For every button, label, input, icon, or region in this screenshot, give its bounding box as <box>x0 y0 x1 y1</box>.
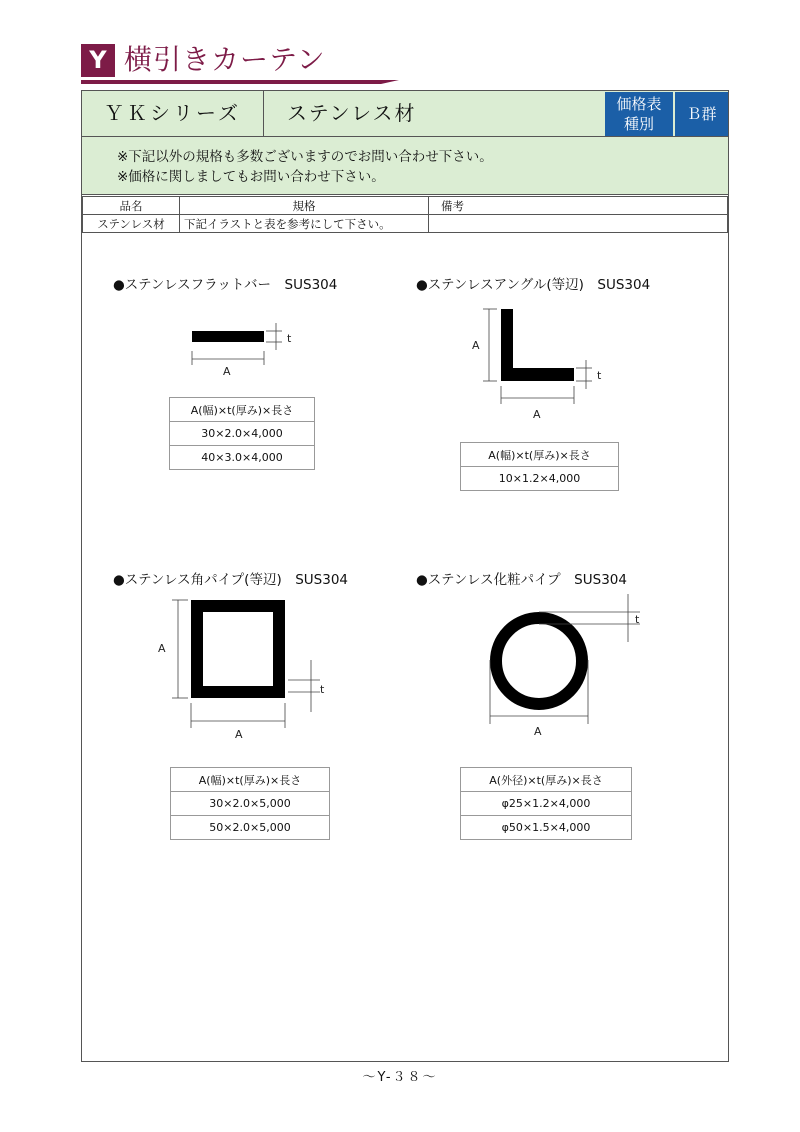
page-title: 横引きカーテン <box>124 43 326 76</box>
cell-product-name: ステンレス材 <box>83 215 180 233</box>
cell-spec: 下記イラストと表を参考にして下さい。 <box>180 215 429 233</box>
header-product-name: 品名 <box>83 197 180 215</box>
header-remarks: 備考 <box>429 197 728 215</box>
spec-row: 10×1.2×4,000 <box>461 467 619 491</box>
dim-label-a-vertical: A <box>472 339 480 352</box>
spec-header: A(外径)×t(厚み)×長さ <box>461 768 632 792</box>
price-type-label <box>605 92 673 136</box>
spec-row: 50×2.0×5,000 <box>171 816 330 840</box>
title-underline-tip <box>381 80 399 84</box>
title-underline <box>81 80 381 84</box>
spec-header: A(幅)×t(厚み)×長さ <box>171 768 330 792</box>
round-pipe-heading: ●ステンレス化粧パイプ SUS304 <box>416 572 627 588</box>
spec-row: 40×3.0×4,000 <box>170 446 315 470</box>
material-name: ステンレス材 <box>287 101 417 125</box>
spec-row: φ50×1.5×4,000 <box>461 816 632 840</box>
spec-header: A(幅)×t(厚み)×長さ <box>461 443 619 467</box>
spec-row: φ25×1.2×4,000 <box>461 792 632 816</box>
dim-label-t: t <box>320 683 325 696</box>
angle-diagram <box>465 300 615 425</box>
series-name: ＹＫシリーズ <box>82 91 264 136</box>
dim-label-a: A <box>534 725 542 738</box>
price-group-badge: Ｂ群 <box>675 92 728 136</box>
dim-label-a-horizontal: A <box>533 408 541 421</box>
spec-header: A(幅)×t(厚み)×長さ <box>170 398 315 422</box>
dim-label-t: t <box>635 613 640 626</box>
flat-bar-shape <box>192 331 264 342</box>
round-pipe-shape <box>496 618 582 704</box>
square-pipe-spec-table <box>170 767 330 840</box>
angle-heading: ●ステンレスアングル(等辺) SUS304 <box>416 277 651 293</box>
price-type-line1: 価格表 <box>616 95 662 113</box>
dim-label-t: t <box>597 369 602 382</box>
product-info-table <box>82 196 728 233</box>
spec-row: 30×2.0×4,000 <box>170 422 315 446</box>
notice-line-2: ※価格に関しましてもお問い合わせ下さい。 <box>117 169 385 185</box>
flat-bar-spec-table <box>169 397 315 470</box>
dim-label-a-vertical: A <box>158 642 166 655</box>
dim-label-a: A <box>223 365 231 378</box>
square-pipe-shape <box>197 606 279 692</box>
price-type-line2: 種別 <box>623 115 654 133</box>
flat-bar-heading: ●ステンレスフラットバー SUS304 <box>113 277 338 293</box>
header-spec: 規格 <box>180 197 429 215</box>
square-pipe-heading: ●ステンレス角パイプ(等辺) SUS304 <box>113 572 349 588</box>
flat-bar-diagram <box>180 315 310 385</box>
title-badge: Y <box>81 44 115 77</box>
table-header-row <box>83 197 728 215</box>
dim-label-t: t <box>287 332 292 345</box>
cell-remarks <box>429 215 728 233</box>
spec-row: 30×2.0×5,000 <box>171 792 330 816</box>
angle-shape <box>501 309 574 381</box>
notice-line-1: ※下記以外の規格も多数ございますのでお問い合わせ下さい。 <box>117 149 493 165</box>
round-pipe-diagram <box>480 590 660 745</box>
round-pipe-spec-table <box>460 767 632 840</box>
dim-label-a-horizontal: A <box>235 728 243 740</box>
table-row <box>83 215 728 233</box>
angle-spec-table <box>460 442 619 491</box>
square-pipe-diagram <box>150 590 340 740</box>
page-number: ～Y-３８～ <box>362 1070 438 1085</box>
